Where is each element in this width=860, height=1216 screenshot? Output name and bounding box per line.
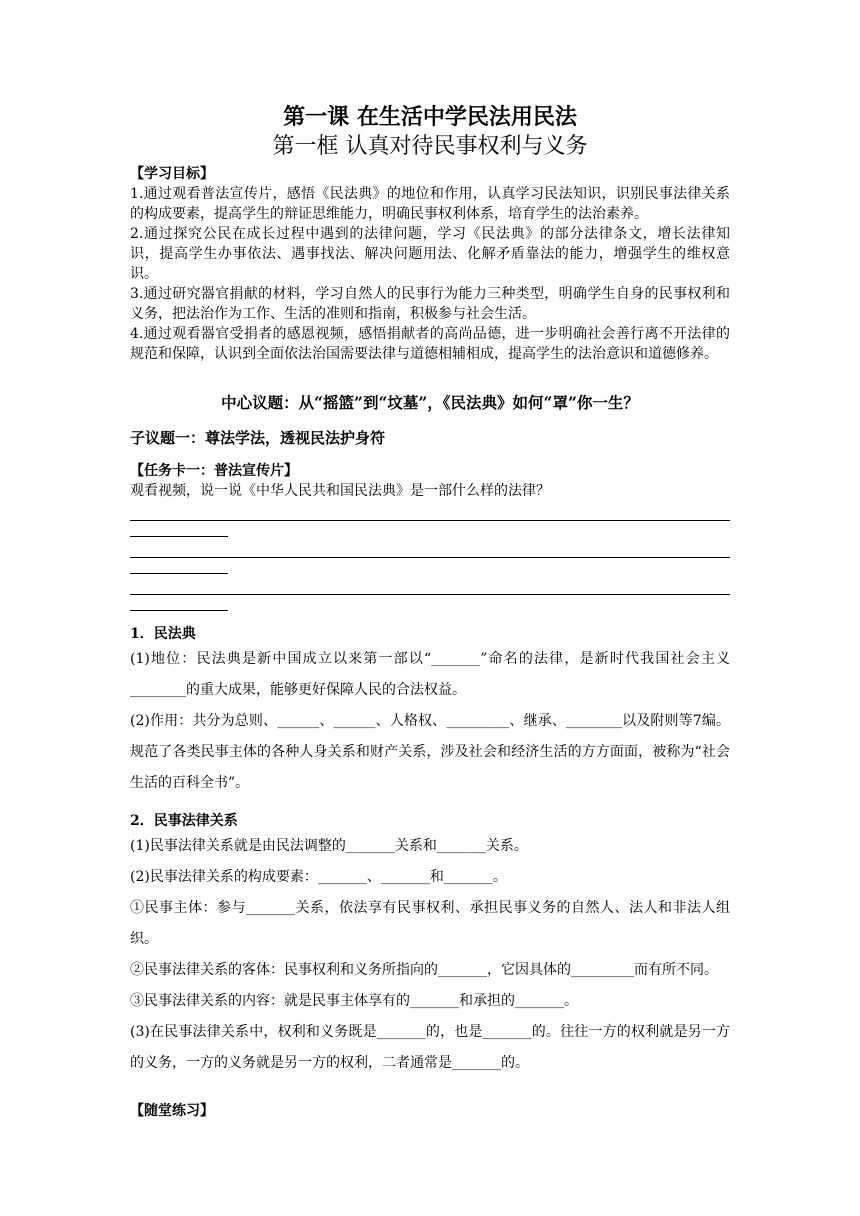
central-topic: 中心议题：从“摇篮”到“坟墓”，《民法典》如何“罩”你一生？ bbox=[221, 393, 639, 412]
fill-in-paragraph: ③民事法律关系的内容：就是民事主体享有的_______和承担的_______。 bbox=[130, 993, 578, 1009]
objective-item: 1.通过观看普法宣传片，感悟《民法典》的地位和作用，认真学习民法知识，识别民事法律关系的构成要素，提高学生的辩证思维能力，明确民事权利体系，培育学生的法治素养。 bbox=[130, 186, 730, 222]
answer-line-short bbox=[130, 536, 228, 537]
fill-in-paragraph: (1)地位：民法典是新中国成立以来第一部以“_______”命名的法律，是新时代我国社会主义________的重大成果，能够更好保障人民的合法权益。 bbox=[130, 651, 730, 698]
fill-in-paragraph: ①民事主体：参与_______关系，依法享有民事权利、承担民事义务的自然人、法人和非法人组织。 bbox=[130, 900, 730, 947]
objective-item: 3.通过研究器官捐献的材料，学习自然人的民事行为能力三种类型，明确学生自身的民事权利和义务，把法治作为工作、生活的准则和指南，积极参与社会生活。 bbox=[130, 286, 730, 322]
answer-line[interactable] bbox=[130, 538, 730, 575]
objectives-heading: 【学习目标】 bbox=[130, 166, 214, 182]
task-question: 观看视频，说一说《中华人民共和国民法典》是一部什么样的法律？ bbox=[130, 483, 550, 499]
answer-line-full bbox=[130, 594, 730, 595]
section-heading-civil-code: 1．民法典 bbox=[130, 626, 196, 642]
objective-item: 4.通过观看器官受捐者的感恩视频，感悟捐献者的高尚品德，进一步明确社会善行离不开法律的规范和保障，认识到全面依法治国需要法律与道德相辅相成，提高学生的法治意识和道德修养。 bbox=[130, 326, 730, 362]
answer-line-full bbox=[130, 520, 730, 521]
fill-in-paragraph: (2)作用：共分为总则、______、______、人格权、_________、继承、________以及附则等7编。规范了各类民事主体的各种人身关系和财产关系，涉及社会和经济生活的方方面面，被称为“社会生活的百科全书”。 bbox=[130, 713, 730, 791]
task-card-heading: 【任务卡一：普法宣传片】 bbox=[130, 463, 298, 479]
practice-heading: 【随堂练习】 bbox=[130, 1103, 214, 1119]
section-subtitle: 第一框 认真对待民事权利与义务 bbox=[272, 134, 588, 159]
sub-topic: 子议题一：尊法学法，透视民法护身符 bbox=[130, 429, 386, 447]
answer-line[interactable] bbox=[130, 501, 730, 538]
document-content bbox=[130, 102, 730, 1121]
answer-line-full bbox=[130, 557, 730, 558]
lesson-title: 第一课 在生活中学民法用民法 bbox=[283, 104, 577, 130]
fill-in-paragraph: (2)民事法律关系的构成要素：_______、_______和_______。 bbox=[130, 869, 507, 885]
answer-line-short bbox=[130, 573, 228, 574]
fill-in-paragraph: (1)民事法律关系就是由民法调整的_______关系和_______关系。 bbox=[130, 838, 528, 854]
objective-item: 2.通过探究公民在成长过程中遇到的法律问题，学习《民法典》的部分法律条文，增长法律知识，提高学生办事依法、遇事找法、解决问题用法、化解矛盾靠法的能力，增强学生的维权意识。 bbox=[130, 226, 730, 282]
answer-line[interactable] bbox=[130, 575, 730, 612]
section-heading-civil-legal-relation: 2．民事法律关系 bbox=[130, 813, 238, 829]
fill-in-paragraph: (3)在民事法律关系中，权利和义务既是_______的，也是_______的。往往一方的权利就是另一方的义务，一方的义务就是另一方的权利，二者通常是_______的。 bbox=[130, 1024, 730, 1071]
fill-in-paragraph: ②民事法律关系的客体：民事权利和义务所指向的_______，它因具体的_________而有所不同。 bbox=[130, 962, 718, 978]
answer-line-short bbox=[130, 610, 228, 611]
